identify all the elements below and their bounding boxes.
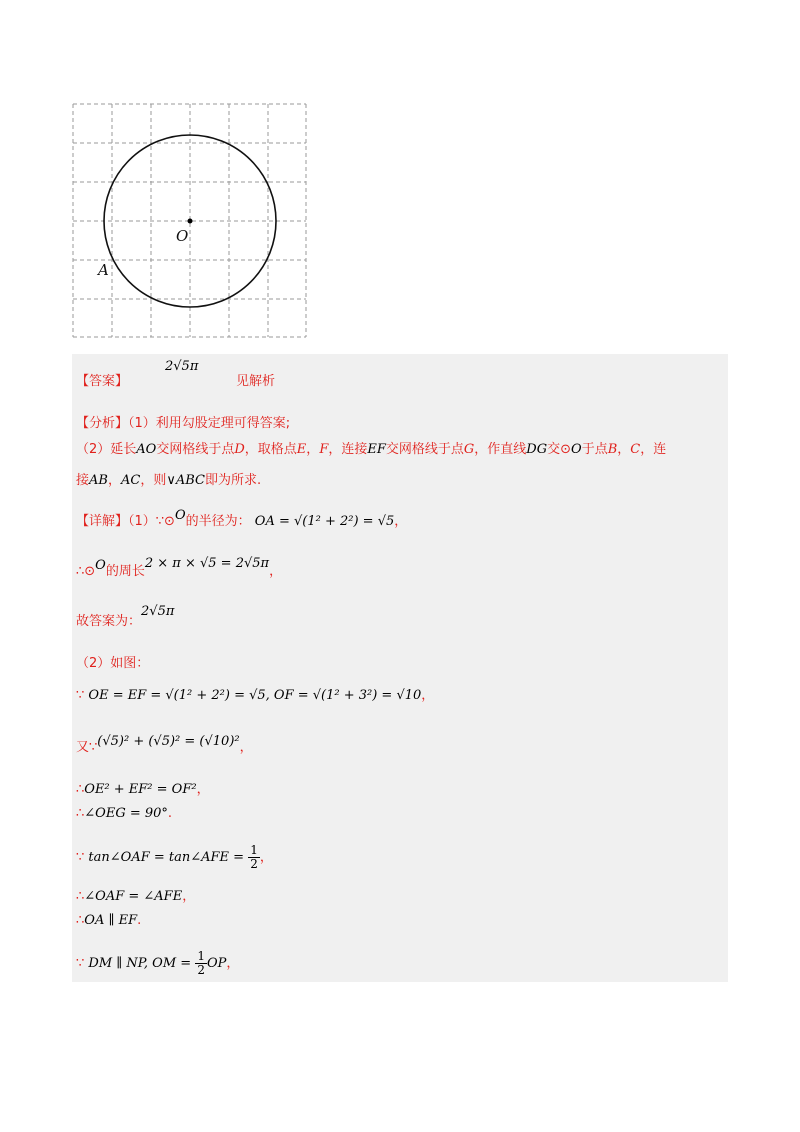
detail-text: ， [259, 850, 273, 865]
analysis-text: ，连接 [328, 442, 368, 457]
formula-parallel: OA ∥ EF [84, 913, 138, 928]
analysis-text: （2）延长 [76, 442, 137, 457]
analysis-line-3 [76, 469, 261, 488]
analysis-line-1 [76, 412, 290, 431]
formula-radius: OA = √(1² + 2²) = √5 [254, 514, 395, 529]
detail-text: ∴⊙ [76, 564, 96, 579]
analysis-text: 即为所求. [205, 473, 262, 488]
fraction-numerator: 1 [197, 949, 205, 963]
detail-line-1 [76, 510, 407, 529]
detail-text: 的周长 [105, 564, 145, 579]
point-b: B [607, 442, 618, 457]
detail-text: ， [239, 740, 253, 755]
therefore-symbol: ∴ [76, 806, 85, 821]
detail-text: （1）∵⊙ [128, 514, 175, 529]
math-op: OP [206, 956, 227, 971]
analysis-text: 交网格线于点 [156, 442, 235, 457]
detail-line-5 [76, 684, 434, 703]
analysis-line-2 [76, 438, 666, 457]
formula-lengths: OE = EF = √(1² + 2²) = √5, OF = √(1² + 3²) = √10 [88, 688, 422, 703]
analysis-text: 交⊙ [547, 442, 572, 457]
grid-diagram [72, 103, 308, 339]
math-o: O [95, 558, 106, 573]
math-o: O [174, 508, 186, 523]
analysis-tag: 【分析】 [76, 416, 129, 431]
detail-line-4: （2）如图： [76, 656, 150, 671]
because-symbol: ∵ [76, 956, 85, 971]
analysis-text: 接 [76, 473, 90, 488]
fraction-denominator: 2 [250, 857, 258, 871]
math-dg: DG [526, 442, 548, 457]
math-ao: AO [136, 442, 157, 457]
fraction-half [195, 950, 207, 977]
detail-line-3 [76, 604, 175, 629]
detail-text: ， [226, 956, 240, 971]
detail-line-6 [76, 736, 253, 755]
therefore-symbol: ∴ [76, 889, 85, 904]
detail-text: 的半径为： [185, 514, 251, 529]
formula-answer: 2√5π [141, 604, 175, 619]
analysis-text: ，作直线 [474, 442, 527, 457]
answer-formula: 2√5π [165, 359, 199, 374]
detail-line-2 [76, 556, 283, 579]
analysis-text: ，取格点 [244, 442, 297, 457]
answer-text: 见解析 [236, 374, 276, 389]
detail-line-10 [76, 885, 195, 904]
point-c: C [630, 442, 641, 457]
detail-line-12 [76, 950, 239, 977]
therefore-symbol: ∴ [76, 782, 85, 797]
detail-tag: 【详解】 [76, 514, 129, 529]
point-f: F [319, 442, 329, 457]
formula-equal-angles: ∠OAF = ∠AFE [84, 889, 183, 904]
center-label: O [176, 227, 189, 245]
analysis-text: ， [306, 442, 320, 457]
detail-text: ， [269, 564, 283, 579]
detail-line-11 [76, 913, 141, 928]
point-a-label: A [98, 261, 109, 279]
because-symbol: ∵ [76, 850, 85, 865]
analysis-text: ， [617, 442, 631, 457]
detail-line-9 [76, 844, 273, 871]
analysis-text: 交网格线于点 [385, 442, 464, 457]
detail-line-7 [76, 778, 210, 797]
because-symbol: 又∵ [76, 740, 98, 755]
point-d: D [234, 442, 245, 457]
detail-text: ， [394, 514, 408, 529]
formula-tan: tan∠OAF = tan∠AFE = [88, 850, 249, 865]
formula-circumference: 2 × π × √5 = 2√5π [144, 556, 270, 571]
detail-line-8 [76, 806, 172, 821]
center-point [188, 219, 193, 224]
formula-pythagoras: OE² + EF² = OF² [84, 782, 197, 797]
analysis-text: ，则 [140, 473, 167, 488]
analysis-text-1: （1）利用勾股定理可得答案; [128, 416, 291, 431]
formula-midline: DM ∥ NP, OM = [88, 956, 196, 971]
because-symbol: ∵ [76, 688, 85, 703]
therefore-symbol: ∴ [76, 913, 85, 928]
math-triangle-abc: ∨ABC [166, 473, 205, 488]
point-e: E [296, 442, 307, 457]
detail-text: . [167, 806, 173, 821]
point-g: G [463, 442, 475, 457]
analysis-text: 于点 [581, 442, 608, 457]
fraction-numerator: 1 [250, 843, 258, 857]
math-ef: EF [367, 442, 386, 457]
detail-text: ， [196, 782, 210, 797]
analysis-text: ，连 [640, 442, 667, 457]
detail-text: . [137, 913, 142, 928]
math-o: O [571, 442, 582, 457]
analysis-text: ， [107, 473, 121, 488]
detail-text: ， [182, 889, 196, 904]
detail-text: 故答案为： [76, 614, 142, 629]
fraction-denominator: 2 [197, 963, 205, 977]
answer-tag: 【答案】 [76, 374, 129, 389]
formula-squares: (√5)² + (√5)² = (√10)² [97, 734, 240, 749]
fraction-half [248, 844, 260, 871]
formula-right-angle: ∠OEG = 90° [84, 806, 168, 821]
math-ab: AB [89, 473, 108, 488]
math-ac: AC [120, 473, 141, 488]
grid-circle-figure [72, 103, 308, 339]
detail-text: ， [421, 688, 435, 703]
